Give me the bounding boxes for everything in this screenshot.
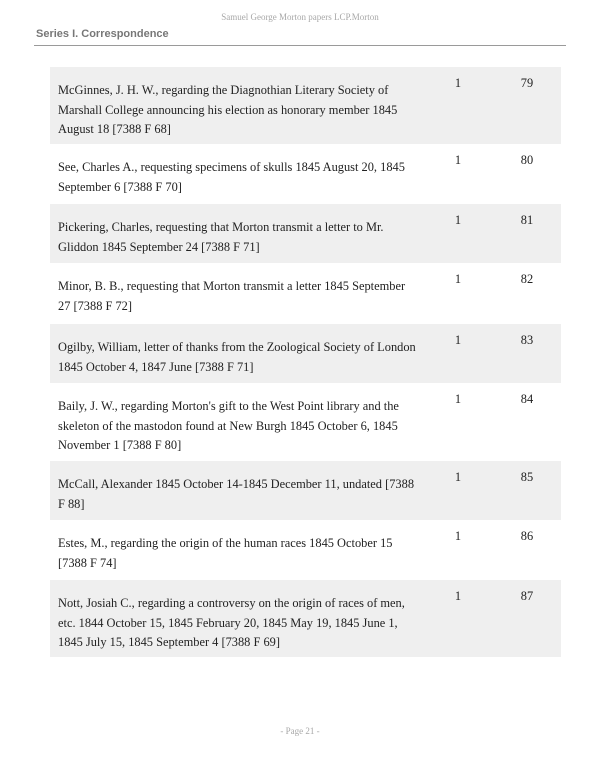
list-item xyxy=(50,580,561,657)
item-description: Ogilby, William, letter of thanks from the Zoological Society of London 1845 October 4, 1847 June [7388 F 71] xyxy=(58,340,416,374)
item-description: Minor, B. B., requesting that Morton transmit a letter 1845 September 27 [7388 F 72] xyxy=(58,279,406,313)
item-folder-number: 81 xyxy=(520,213,534,227)
list-item xyxy=(50,324,561,383)
list-item xyxy=(50,383,561,461)
section-divider xyxy=(34,45,566,46)
item-box-number: 1 xyxy=(454,153,462,167)
item-description: McGinnes, J. H. W., regarding the Diagnothian Literary Society of Marshall College announcing his election as honorary member 1845 August 18 [7388 F 68] xyxy=(58,83,398,136)
list-item xyxy=(50,204,561,263)
item-box-number: 1 xyxy=(454,470,462,484)
list-item xyxy=(50,263,561,324)
correspondence-list xyxy=(50,67,561,657)
item-folder-number: 84 xyxy=(520,392,534,406)
item-description: Estes, M., regarding the origin of the human races 1845 October 15 [7388 F 74] xyxy=(58,536,393,570)
list-item xyxy=(50,67,561,144)
item-box-number: 1 xyxy=(454,272,462,286)
item-folder-number: 87 xyxy=(520,589,534,603)
item-folder-number: 85 xyxy=(520,470,534,484)
item-box-number: 1 xyxy=(454,392,462,406)
item-box-number: 1 xyxy=(454,529,462,543)
page-number: - Page 21 - xyxy=(280,726,320,736)
item-box-number: 1 xyxy=(454,76,462,90)
item-box-number: 1 xyxy=(454,333,462,347)
item-folder-number: 82 xyxy=(520,272,534,286)
item-description: See, Charles A., requesting specimens of skulls 1845 August 20, 1845 September 6 [7388 F 70] xyxy=(58,160,405,194)
page-running-header: Samuel George Morton papers LCP.Morton xyxy=(221,12,379,22)
item-box-number: 1 xyxy=(454,589,462,603)
item-folder-number: 83 xyxy=(520,333,534,347)
item-box-number: 1 xyxy=(454,213,462,227)
section-title: Series I. Correspondence xyxy=(36,28,169,40)
item-folder-number: 86 xyxy=(520,529,534,543)
item-description: McCall, Alexander 1845 October 14-1845 December 11, undated [7388 F 88] xyxy=(58,477,415,511)
item-folder-number: 79 xyxy=(520,76,534,90)
list-item xyxy=(50,144,561,204)
item-description: Pickering, Charles, requesting that Morton transmit a letter to Mr. Gliddon 1845 September 24 [7388 F 71] xyxy=(58,220,384,254)
item-description: Nott, Josiah C., regarding a controversy on the origin of races of men, etc. 1844 October 15, 1845 February 20, 1845 May 19, 1845 June 1, 1845 July 15, 1845 September 4 [7388 F 69] xyxy=(58,596,405,649)
list-item xyxy=(50,520,561,580)
item-folder-number: 80 xyxy=(520,153,534,167)
item-description: Baily, J. W., regarding Morton's gift to the West Point library and the skeleton of the mastodon found at New Burgh 1845 October 6, 1845 November 1 [7388 F 80] xyxy=(58,399,399,452)
list-item xyxy=(50,461,561,520)
